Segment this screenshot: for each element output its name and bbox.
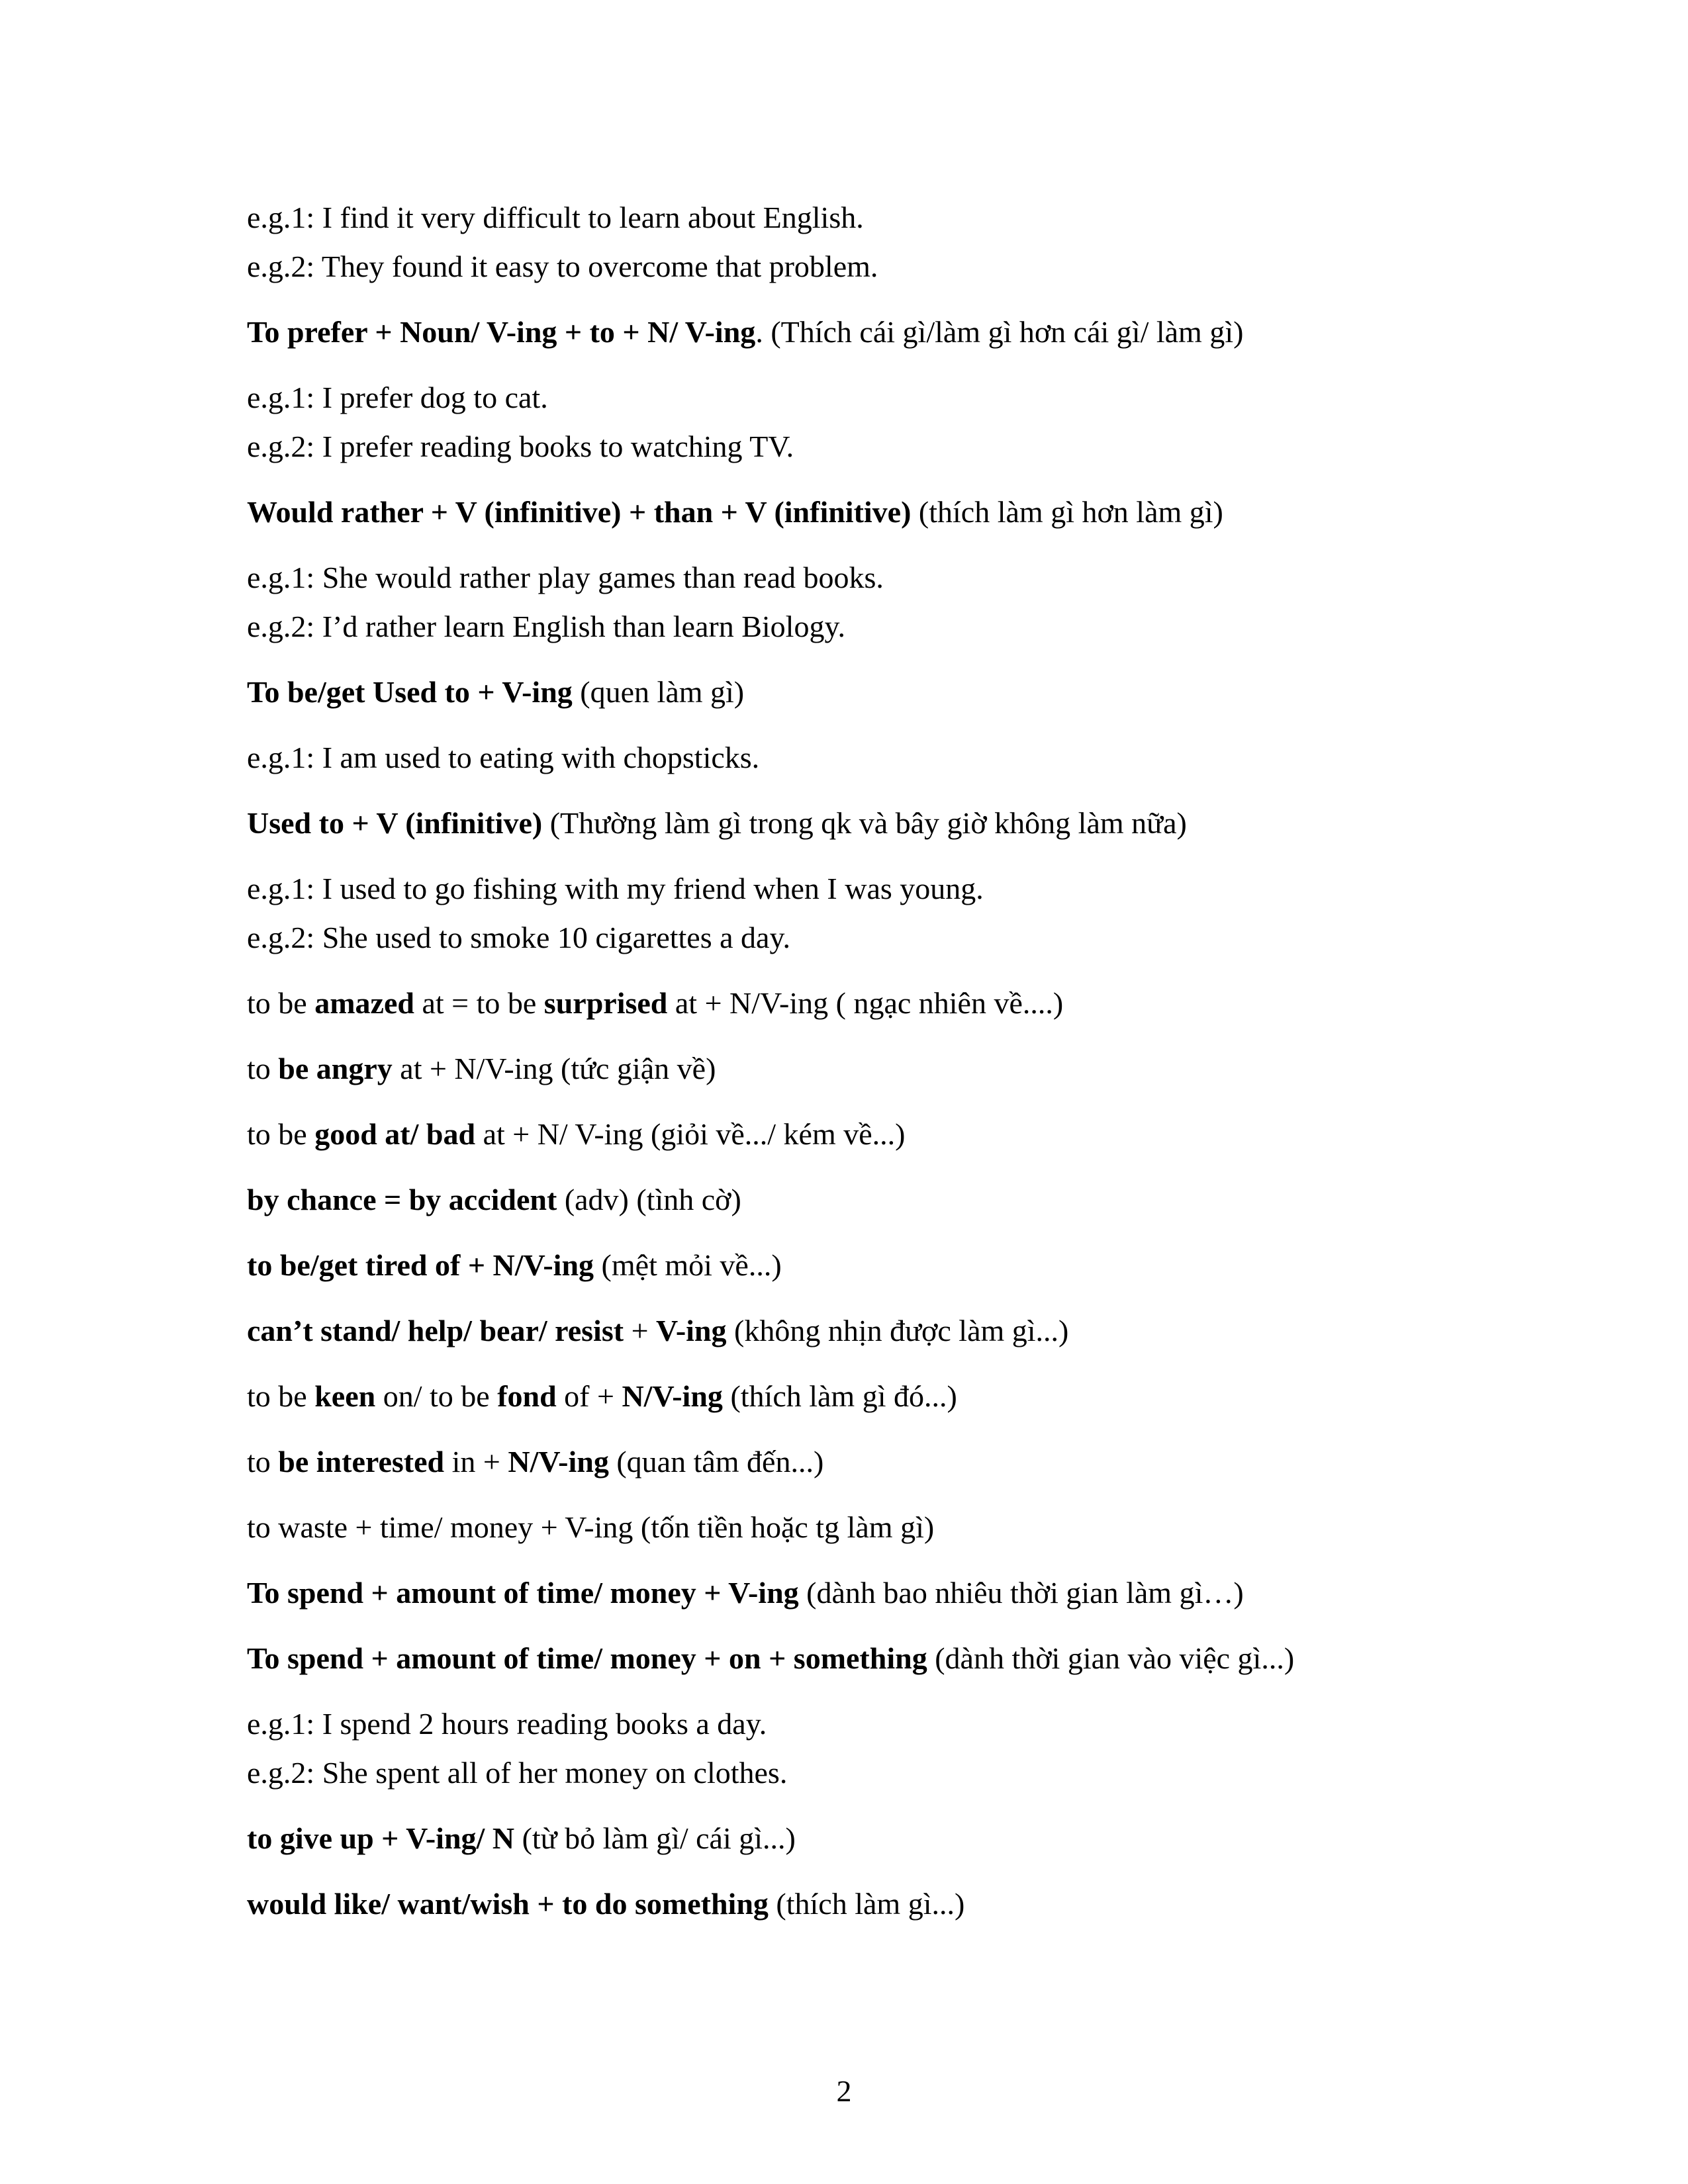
bold-segment: To be/get Used to + V-ing xyxy=(247,675,573,709)
text-segment: (mệt mỏi về...) xyxy=(594,1248,782,1282)
bold-segment: good at/ bad xyxy=(314,1117,476,1151)
text-line xyxy=(247,1814,1571,1863)
bold-segment: keen xyxy=(314,1379,376,1413)
text-segment: on/ to be xyxy=(375,1379,498,1413)
text-line xyxy=(247,1634,1571,1683)
text-segment: (quan tâm đến...) xyxy=(608,1445,824,1479)
text-segment: (dành thời gian vào việc gì...) xyxy=(927,1641,1295,1675)
text-segment: (không nhịn được làm gì...) xyxy=(726,1314,1069,1347)
text-line xyxy=(247,799,1571,848)
text-segment: (quen làm gì) xyxy=(572,675,745,709)
text-line xyxy=(247,242,1571,291)
text-line xyxy=(247,668,1571,717)
text-line xyxy=(247,553,1571,602)
bold-segment: can’t stand/ help/ bear/ resist xyxy=(247,1314,624,1347)
text-line xyxy=(247,422,1571,471)
text-line xyxy=(247,1372,1571,1421)
text-segment: of + xyxy=(556,1379,622,1413)
text-segment: e.g.2: They found it easy to overcome that problem. xyxy=(247,250,878,283)
text-segment: at = to be xyxy=(414,986,544,1020)
text-line xyxy=(247,1503,1571,1552)
bold-segment: fond xyxy=(497,1379,557,1413)
bold-segment: be interested xyxy=(278,1445,445,1479)
text-segment: e.g.1: I am used to eating with chopsticks. xyxy=(247,741,760,774)
bold-segment: to be/get tired of + N/V-ing xyxy=(247,1248,594,1282)
text-segment: to xyxy=(247,1052,279,1085)
text-segment: to be xyxy=(247,1379,315,1413)
text-line xyxy=(247,979,1571,1028)
text-line xyxy=(247,733,1571,782)
text-segment: e.g.2: She spent all of her money on clothes. xyxy=(247,1756,788,1790)
bold-segment: to give up + V-ing/ N xyxy=(247,1821,515,1855)
text-line xyxy=(247,913,1571,962)
text-line xyxy=(247,308,1571,357)
text-line xyxy=(247,1880,1571,1929)
text-segment: to xyxy=(247,1445,279,1479)
text-line xyxy=(247,1569,1571,1617)
text-segment: + xyxy=(624,1314,657,1347)
text-line xyxy=(247,488,1571,537)
page-number: 2 xyxy=(836,2074,852,2108)
text-segment: e.g.2: I prefer reading books to watching TV. xyxy=(247,430,794,463)
text-line xyxy=(247,1749,1571,1797)
bold-segment: surprised xyxy=(543,986,668,1020)
text-line xyxy=(247,1306,1571,1355)
text-line xyxy=(247,1110,1571,1159)
text-segment: e.g.1: I prefer dog to cat. xyxy=(247,381,548,414)
text-segment: e.g.2: She used to smoke 10 cigarettes a day. xyxy=(247,921,790,954)
text-line xyxy=(247,1175,1571,1224)
text-segment: (thích làm gì đó...) xyxy=(722,1379,957,1413)
bold-segment: be angry xyxy=(278,1052,393,1085)
text-line xyxy=(247,602,1571,651)
bold-segment: To prefer + Noun/ V-ing + to + N/ V-ing xyxy=(247,315,756,349)
bold-segment: Used to + V (infinitive) xyxy=(247,806,543,840)
bold-segment: V-ing xyxy=(656,1314,727,1347)
text-line xyxy=(247,193,1571,242)
text-segment: (Thường làm gì trong qk và bây giờ không làm nữa) xyxy=(542,806,1187,840)
text-segment: (thích làm gì hơn làm gì) xyxy=(911,495,1223,529)
text-line xyxy=(247,864,1571,913)
text-segment: at + N/V-ing (tức giận về) xyxy=(392,1052,716,1085)
bold-segment: N/V-ing xyxy=(508,1445,609,1479)
bold-segment: Would rather + V (infinitive) + than + V (infinitive) xyxy=(247,495,912,529)
text-segment: (thích làm gì...) xyxy=(768,1887,965,1921)
text-segment: to be xyxy=(247,986,315,1020)
bold-segment: To spend + amount of time/ money + V-ing xyxy=(247,1576,799,1610)
bold-segment: by chance = by accident xyxy=(247,1183,557,1216)
text-segment: e.g.2: I’d rather learn English than learn Biology. xyxy=(247,610,845,643)
text-segment: at + N/V-ing ( ngạc nhiên về....) xyxy=(667,986,1064,1020)
bold-segment: N/V-ing xyxy=(622,1379,723,1413)
text-line xyxy=(247,1700,1571,1749)
page-content xyxy=(247,193,1571,1929)
text-segment: e.g.1: I find it very difficult to learn about English. xyxy=(247,201,864,234)
text-segment: to be xyxy=(247,1117,315,1151)
text-segment: (từ bỏ làm gì/ cái gì...) xyxy=(514,1821,796,1855)
text-segment: . (Thích cái gì/làm gì hơn cái gì/ làm gì) xyxy=(755,315,1244,349)
text-line xyxy=(247,1437,1571,1486)
text-segment: at + N/ V-ing (giỏi về.../ kém về...) xyxy=(475,1117,906,1151)
text-segment: (adv) (tình cờ) xyxy=(557,1183,741,1216)
text-segment: e.g.1: I spend 2 hours reading books a day. xyxy=(247,1707,767,1741)
text-line xyxy=(247,1241,1571,1290)
text-line xyxy=(247,373,1571,422)
bold-segment: amazed xyxy=(314,986,414,1020)
text-line xyxy=(247,1044,1571,1093)
bold-segment: To spend + amount of time/ money + on + something xyxy=(247,1641,927,1675)
text-segment: e.g.1: She would rather play games than read books. xyxy=(247,561,884,594)
text-segment: e.g.1: I used to go fishing with my friend when I was young. xyxy=(247,872,984,905)
text-segment: in + xyxy=(444,1445,508,1479)
text-segment: to waste + time/ money + V-ing (tốn tiền hoặc tg làm gì) xyxy=(247,1510,935,1544)
bold-segment: would like/ want/wish + to do something xyxy=(247,1887,769,1921)
text-segment: (dành bao nhiêu thời gian làm gì…) xyxy=(798,1576,1244,1610)
